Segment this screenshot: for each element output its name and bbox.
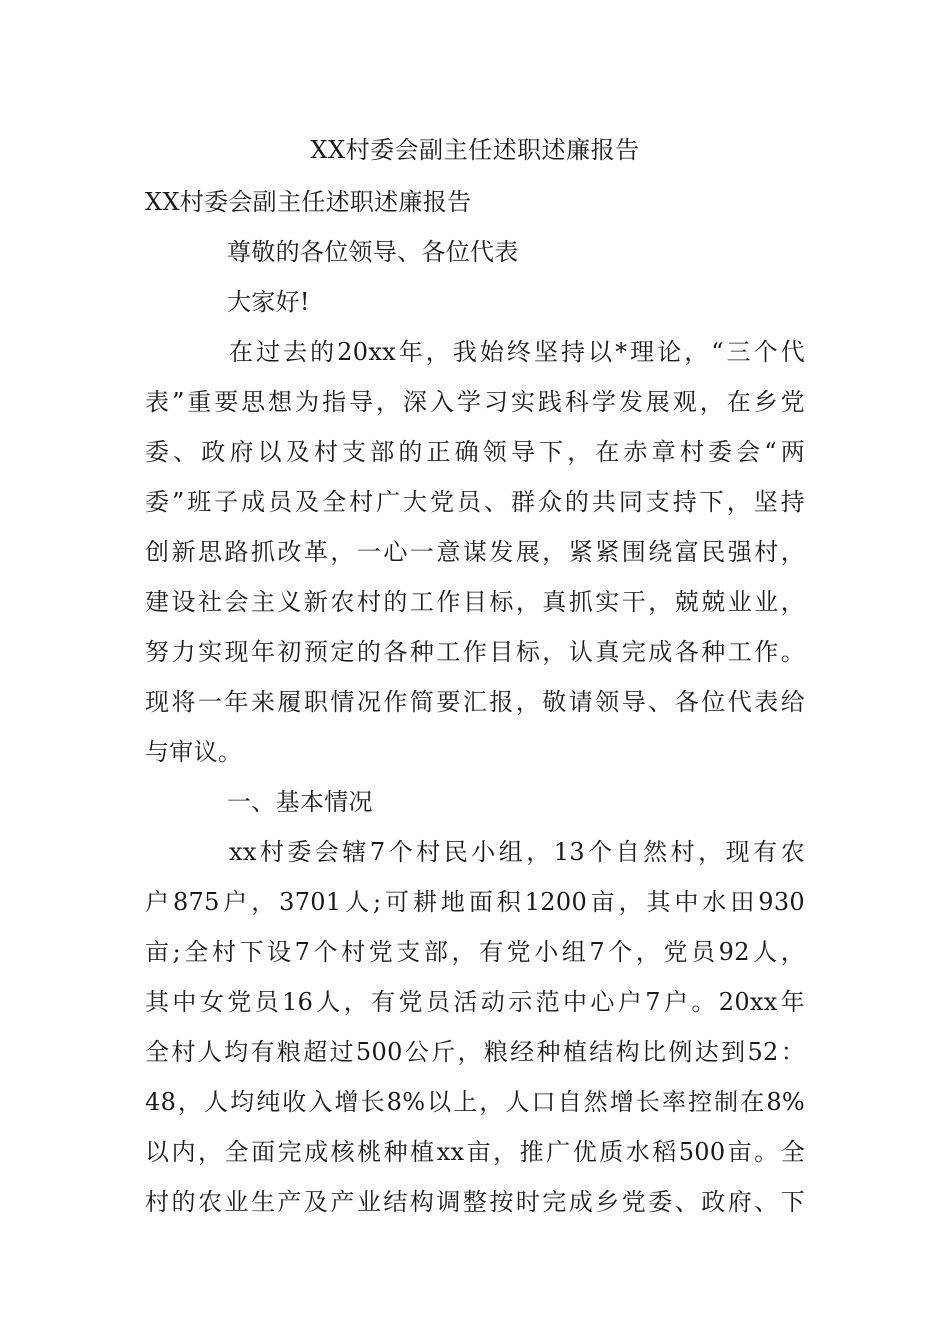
paragraph-intro bbox=[145, 327, 805, 777]
paragraph-line: 亩;全村下设7个村党支部，有党小组7个，党员92人， bbox=[145, 938, 805, 966]
paragraph-line: 现将一年来履职情况作简要汇报，敬请领导、各位代表给 bbox=[145, 688, 805, 716]
greeting: 大家好! bbox=[227, 288, 310, 316]
document-subtitle: XX村委会副主任述职述廉报告 bbox=[145, 188, 472, 216]
paragraph-line: 48，人均纯收入增长8%以上，人口自然增长率控制在8% bbox=[145, 1088, 805, 1116]
paragraph-line: xx村委会辖7个村民小组，13个自然村，现有农 bbox=[229, 838, 805, 866]
paragraph-line: 在过去的20xx年，我始终坚持以*理论，“三个代 bbox=[229, 338, 805, 366]
paragraph-line: 委、政府以及村支部的正确领导下，在赤章村委会“两 bbox=[145, 438, 805, 466]
paragraph-line: 创新思路抓改革，一心一意谋发展，紧紧围绕富民强村， bbox=[145, 538, 805, 566]
section-heading: 一、基本情况 bbox=[227, 788, 373, 816]
paragraph-line: 全村人均有粮超过500公斤，粮经种植结构比例达到52： bbox=[145, 1038, 805, 1066]
document-body bbox=[145, 177, 805, 1227]
paragraph-line: 努力实现年初预定的各种工作目标，认真完成各种工作。 bbox=[145, 638, 805, 666]
paragraph-line: 其中女党员16人，有党员活动示范中心户7户。20xx年 bbox=[145, 988, 805, 1016]
salutation: 尊敬的各位领导、各位代表 bbox=[227, 238, 519, 266]
paragraph-line: 建设社会主义新农村的工作目标，真抓实干，兢兢业业， bbox=[145, 588, 805, 616]
paragraph-line: 以内，全面完成核桃种植xx亩，推广优质水稻500亩。全 bbox=[145, 1138, 805, 1166]
paragraph-line: 表”重要思想为指导，深入学习实践科学发展观，在乡党 bbox=[145, 388, 805, 416]
paragraph-basic-info bbox=[145, 827, 805, 1227]
document-title: XX村委会副主任述职述廉报告 bbox=[310, 136, 640, 164]
paragraph-line: 与审议。 bbox=[145, 738, 243, 766]
paragraph-line: 村的农业生产及产业结构调整按时完成乡党委、政府、下 bbox=[145, 1188, 805, 1216]
paragraph-line: 委”班子成员及全村广大党员、群众的共同支持下，坚持 bbox=[145, 488, 805, 516]
paragraph-line: 户875户，3701人;可耕地面积1200亩，其中水田930 bbox=[145, 888, 805, 916]
